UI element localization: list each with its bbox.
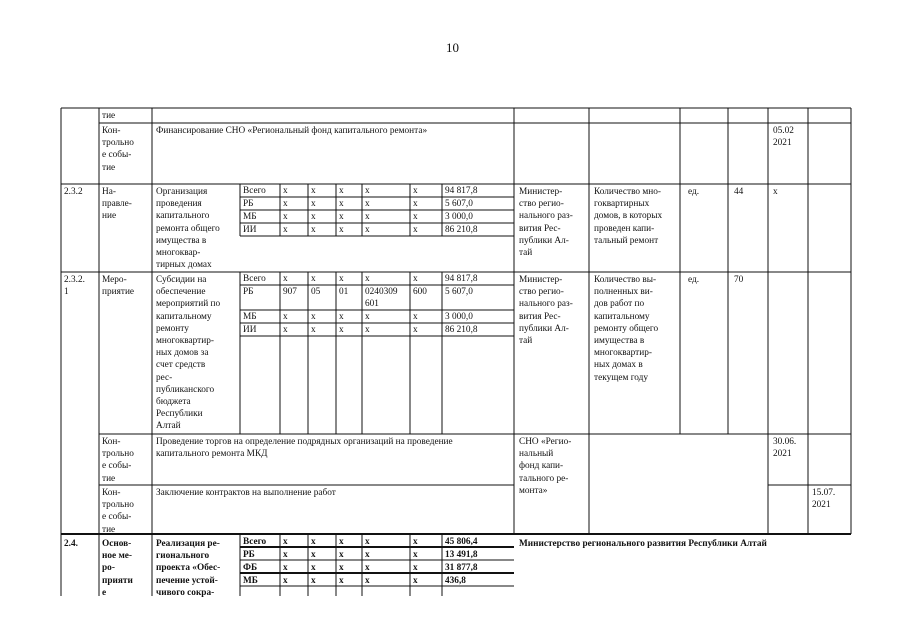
finance-code: х xyxy=(283,312,288,322)
finance-code: х xyxy=(413,325,418,335)
finance-code: х xyxy=(365,576,370,586)
finance-code: х xyxy=(311,199,316,209)
finance-code: х xyxy=(365,225,370,235)
finance-code: х xyxy=(339,312,344,322)
row-24-name: Реализация ре- гионального проекта «Обес- печение устой- чивого сокра- xyxy=(156,539,221,598)
finance-code: х xyxy=(311,563,316,573)
row-232-type: На- правле- ние xyxy=(102,187,132,222)
finance-code: х xyxy=(283,199,288,209)
cp2-date: 30.06. 2021 xyxy=(773,437,797,460)
finance-code: х xyxy=(413,212,418,222)
finance-code: х xyxy=(339,550,344,560)
finance-code: х xyxy=(311,576,316,586)
cp1-type: Кон- трольно е собы- тие xyxy=(102,126,134,173)
finance-sum: 3 000,0 xyxy=(445,312,473,322)
finance-code: х xyxy=(283,274,288,284)
finance-sum: 436,8 xyxy=(445,576,466,586)
finance-code: х xyxy=(311,225,316,235)
finance-code: х xyxy=(339,225,344,235)
cp3-text: Заключение контрактов на выполнение работ xyxy=(156,488,336,498)
finance-code: х xyxy=(339,563,344,573)
finance-code: 0240309 601 xyxy=(365,287,398,310)
finance-code: х xyxy=(413,274,418,284)
row-2321-type: Меро- приятие xyxy=(102,275,135,298)
finance-code: 907 xyxy=(283,287,297,297)
finance-code: х xyxy=(283,186,288,196)
row-2321-unit: ед. xyxy=(688,275,700,285)
finance-source: РБ xyxy=(243,287,254,297)
row-2321-executor: Министер- ство регио- нального раз- вития Рес- публики Ал- тай xyxy=(519,275,573,347)
finance-code: х xyxy=(311,312,316,322)
finance-code: х xyxy=(339,274,344,284)
finance-code: х xyxy=(365,550,370,560)
finance-source: Всего xyxy=(243,537,267,547)
finance-source: ФБ xyxy=(243,563,258,573)
finance-source: Всего xyxy=(243,186,266,196)
finance-code: х xyxy=(365,274,370,284)
finance-code: х xyxy=(413,199,418,209)
finance-code: х xyxy=(311,186,316,196)
cp3-date: 15.07. 2021 xyxy=(812,488,836,511)
row-232-indicator: Количество мно- гоквартирных домов, в которых проведен капи- тальный ремонт xyxy=(594,187,663,246)
finance-code: х xyxy=(365,312,370,322)
finance-sum: 5 607,0 xyxy=(445,199,473,209)
finance-code: х xyxy=(413,225,418,235)
finance-code: х xyxy=(413,312,418,322)
finance-code: х xyxy=(283,225,288,235)
row-2321-indicator: Количество вы- полненных ви- дов работ по капитальному ремонту общего имущества в многоквартир- ных домах в текущем году xyxy=(594,275,659,383)
cp2-type: Кон- трольно е собы- тие xyxy=(102,437,134,484)
finance-code: х xyxy=(311,274,316,284)
finance-sum: 13 491,8 xyxy=(445,550,478,560)
type-continuation: тие xyxy=(102,111,116,121)
finance-sum: 31 877,8 xyxy=(445,563,478,573)
row-232-unit: ед. xyxy=(688,187,700,197)
finance-code: х xyxy=(283,325,288,335)
cp1-date: 05.02 2021 xyxy=(773,126,794,149)
finance-code: х xyxy=(283,537,288,547)
cp2-text: Проведение торгов на определение подрядных организаций на проведение капитального ремонта МКД xyxy=(156,437,453,460)
finance-code: х xyxy=(339,576,344,586)
finance-sum: 3 000,0 xyxy=(445,212,473,222)
row-2321-name: Субсидии на обеспечение мероприятий по капитальному ремонту многоквартир- ных домов за счет средств рес- публиканского бюджета Республики Алтай xyxy=(156,275,221,432)
finance-code: х xyxy=(283,576,288,586)
row-2321-number: 2.3.2. 1 xyxy=(64,275,85,298)
row-232-number: 2.3.2 xyxy=(64,187,83,197)
finance-source: МБ xyxy=(243,576,258,586)
row-232-extra: х xyxy=(773,187,778,197)
finance-code: х xyxy=(365,212,370,222)
finance-code: х xyxy=(413,563,418,573)
finance-code: х xyxy=(311,550,316,560)
finance-code: х xyxy=(283,212,288,222)
finance-sum: 5 607,0 xyxy=(445,287,473,297)
finance-sum: 94 817,8 xyxy=(445,274,478,284)
finance-code: х xyxy=(311,325,316,335)
finance-code: 600 xyxy=(413,287,427,297)
finance-code: х xyxy=(365,325,370,335)
finance-source: РБ xyxy=(243,199,254,209)
finance-code: х xyxy=(413,550,418,560)
finance-code: х xyxy=(311,212,316,222)
finance-code: х xyxy=(413,186,418,196)
finance-code: х xyxy=(365,563,370,573)
finance-sum: 86 210,8 xyxy=(445,325,478,335)
finance-sum: 86 210,8 xyxy=(445,225,478,235)
finance-code: х xyxy=(339,537,344,547)
row-2321-value: 70 xyxy=(734,275,744,285)
finance-code: х xyxy=(283,550,288,560)
page-number: 10 xyxy=(446,40,459,55)
finance-code: х xyxy=(339,186,344,196)
finance-code: х xyxy=(365,186,370,196)
row-232-executor: Министер- ство регио- нального раз- вития Рес- публики Ал- тай xyxy=(519,187,573,259)
finance-source: ИИ xyxy=(243,225,257,235)
finance-code: 01 xyxy=(339,287,349,297)
finance-code: х xyxy=(339,212,344,222)
finance-code: 05 xyxy=(311,287,321,297)
finance-source: Всего xyxy=(243,274,266,284)
finance-code: х xyxy=(311,537,316,547)
cp1-text: Финансирование СНО «Региональный фонд капитального ремонта» xyxy=(156,126,428,136)
finance-code: х xyxy=(339,199,344,209)
cp2-executor: СНО «Регио- нальный фонд капи- тального ре- монта» xyxy=(519,437,572,496)
row-24-type: Основ- ное ме- ро- прияти е xyxy=(102,539,133,598)
finance-sum: 94 817,8 xyxy=(445,186,478,196)
finance-sum: 45 806,4 xyxy=(445,537,478,547)
finance-source: МБ xyxy=(243,312,257,322)
row-24-executor: Министерство регионального развития Республики Алтай xyxy=(519,539,767,549)
finance-source: РБ xyxy=(243,550,255,560)
row-232-value: 44 xyxy=(734,187,744,197)
cp3-type: Кон- трольно е собы- тие xyxy=(102,488,134,535)
finance-code: х xyxy=(365,199,370,209)
row-232-name: Организация проведения капитального ремонта общего имущества в многоквар- тирных домах xyxy=(156,187,220,271)
finance-code: х xyxy=(365,537,370,547)
finance-source: ИИ xyxy=(243,325,257,335)
finance-code: х xyxy=(283,563,288,573)
finance-source: МБ xyxy=(243,212,257,222)
row-24-number: 2.4. xyxy=(64,539,78,549)
finance-code: х xyxy=(413,576,418,586)
finance-code: х xyxy=(339,325,344,335)
finance-code: х xyxy=(413,537,418,547)
